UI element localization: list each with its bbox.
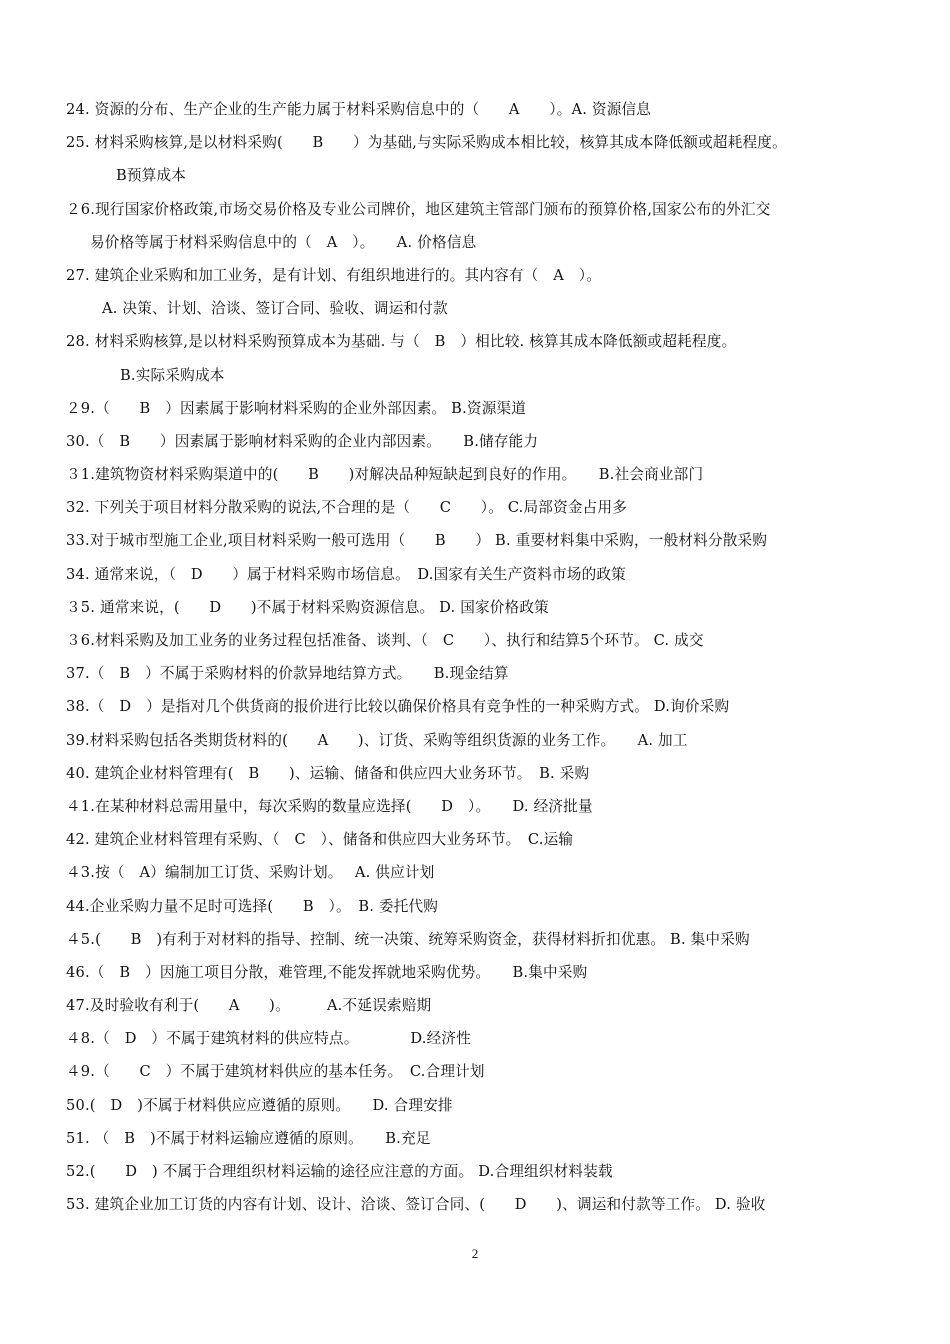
question-27: 27. 建筑企业采购和加工业务，是有计划、有组织地进行的。其内容有（ A ）。 xyxy=(66,266,602,284)
question-38: 38.（ D ）是指对几个供货商的报价进行比较以确保价格具有竞争性的一种采购方式。 D.询价采购 xyxy=(66,698,730,716)
question-28-answer: B.实际采购成本 xyxy=(120,366,225,384)
question-list xyxy=(66,93,896,1221)
question-25-answer: B预算成本 xyxy=(116,167,187,185)
question-46: 46.（ B ）因施工项目分散，难管理,不能发挥就地采购优势。 B.集中采购 xyxy=(66,963,588,981)
question-41: ４1.在某种材料总需用量中，每次采购的数量应选择( D ）。 D. 经济批量 xyxy=(66,797,593,815)
question-35: ３5. 通常来说，( D )不属于材料采购资源信息。 D. 国家价格政策 xyxy=(66,598,549,616)
question-40: 40. 建筑企业材料管理有( B )、运输、储备和供应四大业务环节。 B. 采购 xyxy=(66,764,590,782)
question-47: 47.及时验收有利于( A )。 A.不延误索赔期 xyxy=(66,997,432,1015)
question-27-answer: A. 决策、计划、洽谈、签订合同、验收、调运和付款 xyxy=(102,300,448,318)
question-28: 28. 材料采购核算,是以材料采购预算成本为基础. 与（ B ）相比较. 核算其成本降低额或超耗程度。 xyxy=(66,333,737,351)
question-24: 24. 资源的分布、生产企业的生产能力属于材料采购信息中的（ A ）。A. 资源信息 xyxy=(66,101,652,118)
question-32: 32. 下列关于项目材料分散采购的说法,不合理的是（ C ）。 C.局部资金占用多 xyxy=(66,499,628,517)
question-33: 33.对于城市型施工企业,项目材料采购一般可选用（ B ） B. 重要材料集中采购，一般材料分散采购 xyxy=(66,532,768,550)
question-25: 25. 材料采购核算,是以材料采购( B ）为基础,与实际采购成本相比较，核算其成本降低额或超耗程度。 xyxy=(66,134,787,152)
question-31: ３1.建筑物资材料采购渠道中的( B )对解决品种短缺起到良好的作用。 B.社会商业部门 xyxy=(66,466,704,484)
question-53: 53. 建筑企业加工订货的内容有计划、设计、洽谈、签订合同、( D )、调运和付款等工作。 D. 验收 xyxy=(66,1196,766,1214)
question-26: ２6.现行国家价格政策,市场交易价格及专业公司牌价，地区建筑主管部门颁布的预算价格,国家公布的外汇交 xyxy=(66,200,771,218)
question-42: 42. 建筑企业材料管理有采购、（ C ）、储备和供应四大业务环节。 C.运输 xyxy=(66,831,574,849)
question-37: 37.（ B ）不属于采购材料的价款异地结算方式。 B.现金结算 xyxy=(66,665,509,683)
page-number: 2 xyxy=(471,1246,479,1261)
question-45: ４5.( B )有利于对材料的指导、控制、统一决策、统筹采购资金，获得材料折扣优惠。 B. 集中采购 xyxy=(66,930,750,948)
question-48: ４8.（ D ）不属于建筑材料的供应特点。 D.经济性 xyxy=(66,1030,471,1048)
question-30: 30.（ B ）因素属于影响材料采购的企业内部因素。 B.储存能力 xyxy=(66,432,539,450)
question-43: ４3.按（ A）编制加工订货、采购计划。 A. 供应计划 xyxy=(66,864,435,882)
question-44: 44.企业采购力量不足时可选择( B ）。 B. 委托代购 xyxy=(66,897,439,915)
question-36: ３6.材料采购及加工业务的业务过程包括准备、谈判、（ C ）、执行和结算5个环节。 C. 成交 xyxy=(66,632,704,649)
question-51: 51. （ B )不属于材料运输应遵循的原则。 B.充足 xyxy=(66,1129,431,1147)
question-34: 34. 通常来说，（ D ）属于材料采购市场信息。 D.国家有关生产资料市场的政策 xyxy=(66,565,626,583)
question-26-continued: 易价格等属于材料采购信息中的（ A ）。 A. 价格信息 xyxy=(90,233,477,251)
question-49: ４9.（ C ）不属于建筑材料供应的基本任务。 C.合理计划 xyxy=(66,1063,485,1081)
question-50: 50.( D )不属于材料供应应遵循的原则。 D. 合理安排 xyxy=(66,1096,453,1114)
question-52: 52.( D ) 不属于合理组织材料运输的途径应注意的方面。 D.合理组织材料装载 xyxy=(66,1163,613,1180)
question-29: ２9.（ B ）因素属于影响材料采购的企业外部因素。 B.资源渠道 xyxy=(66,399,527,417)
question-39: 39.材料采购包括各类期货材料的( A )、订货、采购等组织货源的业务工作。 A. 加工 xyxy=(66,731,688,749)
